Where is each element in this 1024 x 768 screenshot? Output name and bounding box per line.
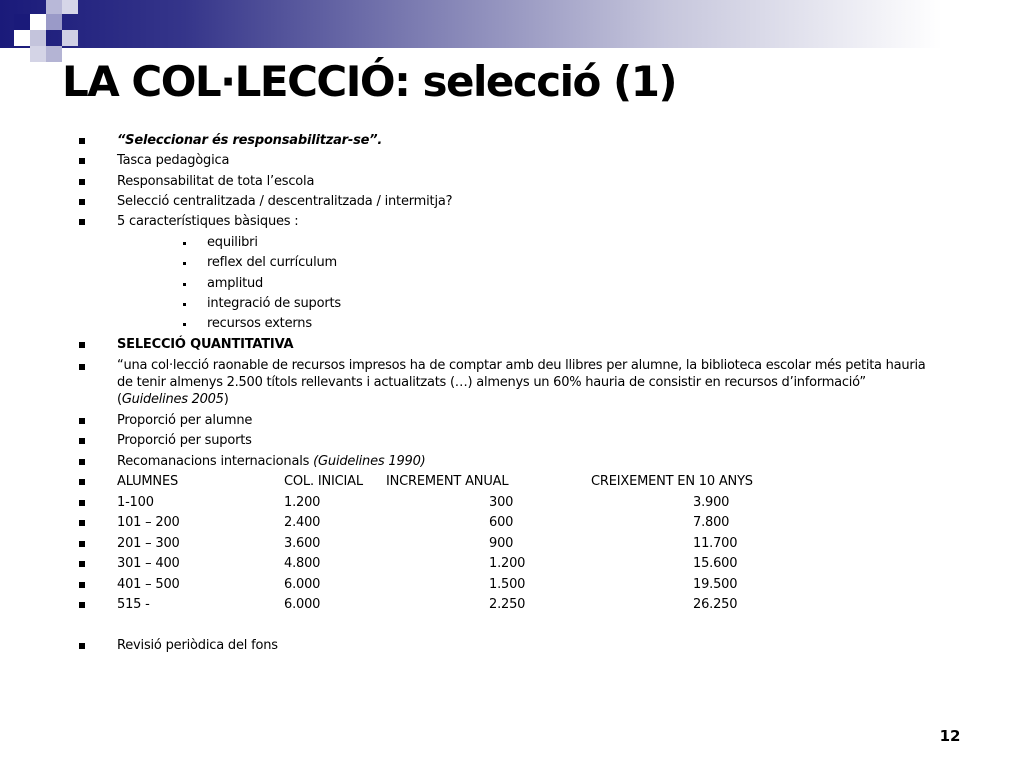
table-header-cell: COL. INICIAL [284,474,363,489]
table-cell: 900 [489,536,514,551]
square-bullet-icon [79,158,85,164]
square-bullet-icon [79,500,85,506]
table-cell: 7.800 [693,515,730,530]
list-item [0,212,1024,232]
sub-list-item-text: reflex del currículum [207,255,337,270]
table-cell: 201 – 300 [117,536,180,551]
table-cell: 101 – 200 [117,515,180,530]
list-item [0,452,1024,472]
page-number: 12 [939,727,961,745]
sub-list-item [0,253,1024,273]
table-row [0,513,1024,533]
square-bullet-icon [79,364,85,370]
table-cell: 515 - [117,597,150,612]
table-cell: 6.000 [284,597,321,612]
table-cell: 3.600 [284,536,321,551]
table-cell: 1-100 [117,495,154,510]
square-bullet-icon [79,342,85,348]
list-item-text: Revisió periòdica del fons [117,638,278,653]
table-cell: 2.250 [489,597,526,612]
list-item-text: Responsabilitat de tota l’escola [117,174,315,189]
sub-list-item [0,274,1024,294]
list-item-text: 5 característiques bàsiques : [117,214,299,229]
table-cell: 3.900 [693,495,730,510]
table-row [0,534,1024,554]
sub-list-item [0,314,1024,334]
table-cell: 4.800 [284,556,321,571]
table-cell: 1.200 [489,556,526,571]
quote-paragraph [117,357,937,408]
table-cell: 301 – 400 [117,556,180,571]
table-cell: 401 – 500 [117,577,180,592]
table-row [0,575,1024,595]
table-header-cell: INCREMENT ANUAL [386,474,509,489]
dot-bullet-icon [183,283,186,286]
quote-source: Guidelines 2005 [121,392,224,407]
table-cell: 2.400 [284,515,321,530]
list-item [0,431,1024,451]
square-bullet-icon [79,179,85,185]
square-bullet-icon [79,602,85,608]
square-bullet-icon [79,582,85,588]
square-bullet-icon [79,520,85,526]
table-row [0,595,1024,615]
square-bullet-icon [79,643,85,649]
square-bullet-icon [79,541,85,547]
square-bullet-icon [79,479,85,485]
table-cell: 19.500 [693,577,738,592]
sub-list-item-text: equilibri [207,235,258,250]
list-item [0,411,1024,431]
square-bullet-icon [79,199,85,205]
table-cell: 11.700 [693,536,738,551]
section-heading: SELECCIÓ QUANTITATIVA [117,337,294,352]
quote-text: “una col·lecció raonable de recursos impresos ha de comptar amb deu llibres per alumne, la biblioteca escolar més petita hauria de tenir almenys 2.500 títols rellevants i actualitzats (…) almenys un 60% hauria de consistir en recursos d’informació” ( [117,358,926,407]
list-item [0,172,1024,192]
sub-list-item [0,294,1024,314]
square-bullet-icon [79,219,85,225]
recommendations-label: Recomanacions internacionals [117,454,314,469]
sub-list-item [0,233,1024,253]
list-item-text: Selecció centralitzada / descentralitzada / intermitja? [117,194,453,209]
table-row [0,493,1024,513]
table-cell: 600 [489,515,514,530]
table-cell: 26.250 [693,597,738,612]
dot-bullet-icon [183,303,186,306]
dot-bullet-icon [183,242,186,245]
table-header-row [0,472,1024,492]
square-bullet-icon [79,459,85,465]
table-cell: 1.500 [489,577,526,592]
dot-bullet-icon [183,262,186,265]
list-item [0,636,1024,656]
slide-title: LA COL·LECCIÓ: selecció (1) [62,57,677,106]
table-cell: 15.600 [693,556,738,571]
table-cell: 1.200 [284,495,321,510]
table-header-cell: CREIXEMENT EN 10 ANYS [591,474,753,489]
table-row [0,554,1024,574]
table-header-cell: ALUMNES [117,474,179,489]
list-item [0,192,1024,212]
sub-list-item-text: integració de suports [207,296,341,311]
recommendations-source: (Guidelines 1990) [313,454,426,469]
list-item [0,131,1024,151]
square-bullet-icon [79,138,85,144]
list-item-text: Proporció per suports [117,433,252,448]
table-cell: 6.000 [284,577,321,592]
square-bullet-icon [79,561,85,567]
quote-close: ) [223,392,229,407]
square-bullet-icon [79,418,85,424]
list-item-text: Proporció per alumne [117,413,253,428]
list-item [0,335,1024,355]
list-item-text: Tasca pedagògica [117,153,230,168]
sub-list-item-text: recursos externs [207,316,312,331]
list-item-text [117,452,426,472]
square-bullet-icon [79,438,85,444]
list-item-text: “Seleccionar és responsabilitzar-se”. [117,133,383,148]
table-cell: 300 [489,495,514,510]
list-item-quote [0,357,1024,411]
dot-bullet-icon [183,323,186,326]
list-item [0,151,1024,171]
sub-list-item-text: amplitud [207,276,264,291]
